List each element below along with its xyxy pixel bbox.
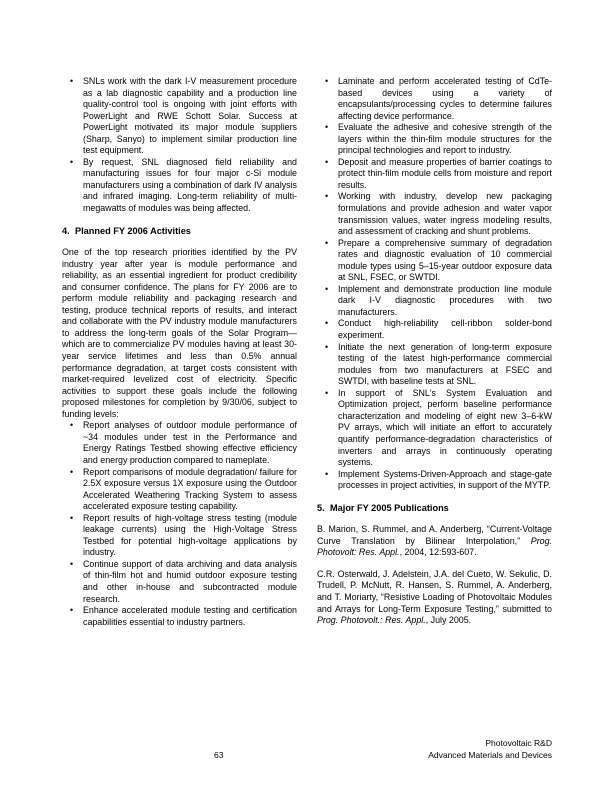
bullet-icon: • (325, 283, 329, 294)
right-column (317, 76, 552, 706)
list-item (62, 157, 297, 215)
left-activity-bullet-list (62, 420, 297, 628)
list-item-text: Evaluate the adhesive and cohesive strength of the layers within the thin-film module structures for the principal technologies and report to industry. (338, 122, 552, 156)
bullet-icon: • (70, 558, 74, 569)
list-item (317, 469, 552, 492)
list-item-text: Laminate and perform accelerated testing of CdTe-based devices using a variety of encapsulants/processing cycles to determine failures affecting device performance. (338, 76, 552, 121)
list-item-text: Implement Systems-Driven-Approach and stage-gate processes in project activities, in support of the MYTP. (338, 468, 552, 491)
list-item (62, 513, 297, 559)
section-number: 4. (62, 225, 70, 236)
bullet-icon: • (325, 387, 329, 398)
reference-journal-name: Prog. Photovolt: Res. Appl. (317, 535, 552, 558)
list-item (317, 191, 552, 237)
footer-program-name: Photovoltaic R&D (485, 738, 552, 748)
list-item (317, 157, 552, 192)
list-item-text: Conduct high-reliability cell-ribbon solder-bond experiment. (338, 318, 552, 341)
bullet-icon: • (325, 156, 329, 167)
reference-text-part1: B. Marion, S. Rummel, and A. Anderberg, “Current-Voltage Curve Translation by Bilinear Interpolation,” (317, 524, 552, 546)
reference-journal-name: Prog. Photovolt.: Res. Appl. (317, 615, 426, 626)
list-item-text: Enhance accelerated module testing and certification capabilities essential to industry partners. (83, 605, 297, 627)
two-column-body (62, 76, 552, 706)
list-item (62, 467, 297, 513)
list-item (62, 76, 297, 157)
section-number: 5. (317, 502, 325, 513)
bullet-icon: • (325, 76, 329, 86)
bullet-icon: • (70, 466, 74, 477)
right-activity-bullet-list (317, 76, 552, 492)
list-item (317, 76, 552, 122)
bullet-icon: • (325, 191, 329, 202)
list-item-text: In support of SNL's System Evaluation and Optimization project, perform baseline performance characterization and modeling of eight new 3–6-kW PV arrays, which will initiate an effort to accurately quantify performance-degradation characteristics of inverters and arrays in continuously operating systems. (338, 387, 552, 468)
bullet-icon: • (70, 512, 74, 523)
list-item-text: Working with industry, develop new packaging formulations and provide adhesion and water vapor transmission values, water ingress modeling results, and assessment of cracking and shunt problems. (338, 191, 552, 237)
list-item-text: Report results of high-voltage stress testing (module leakage currents) using the High-Voltage Stress Testbed for potential high-voltage applications by industry. (83, 512, 297, 558)
list-item (317, 122, 552, 157)
left-column (62, 76, 297, 706)
bullet-icon: • (325, 468, 329, 479)
list-item (62, 420, 297, 466)
left-top-bullet-list (62, 76, 297, 215)
reference-text-part1: C.R. Osterwald, J. Adelstein, J.A. del Cueto, W. Sekulic, D. Trudell, P. McNutt, R. Hansen, S. Rummel, A. Anderberg, and T. Moriarty, “Resistive Loading of Photovoltaic Modules and Arrays for Long-Term Exposure Testing,” submitted to (317, 568, 552, 614)
bullet-icon: • (325, 122, 329, 133)
bullet-icon: • (70, 420, 74, 431)
list-item (317, 342, 552, 388)
section4-paragraph: One of the top research priorities identified by the PV industry year after year is module performance and reliability, as an essential ingredient for product credibility and consumer confidence. The plans for FY 2006 are to perform module reliability and packaging research and testing, produce technical reports of results, and interact and collaborate with the PV industry module manufacturers to address the long-term goals of the Solar Program—which are to commercialize PV modules having at least 30-year service lifetimes and less than 0.5% annual performance degradation, at target costs consistent with market-required levelized cost of electricity. Specific activities to support these goals include the following proposed milestones for completion by 9/30/06, subject to funding levels: (62, 247, 297, 419)
list-item (62, 605, 297, 628)
reference-entry (317, 524, 552, 559)
list-item-text: Continue support of data archiving and data analysis of thin-film hot and humid outdoor exposure testing and other in-house and subcontracted module research. (83, 558, 297, 604)
bullet-icon: • (70, 156, 74, 167)
list-item-text: Initiate the next generation of long-term exposure testing of the latest high-performance commercial modules from two manufacturers at FSEC and SWTDI, with baseline tests at SNL. (338, 341, 552, 387)
footer-subprogram-name: Advanced Materials and Devices (428, 749, 552, 760)
list-item (317, 284, 552, 319)
list-item (317, 388, 552, 469)
list-item-text: By request, SNL diagnosed field reliability and manufacturing issues for four major c-Si module manufacturers using a combination of dark IV analysis and infrared imaging. Long-term reliability of multi-megawatts of modules was being affected. (83, 156, 297, 214)
page-footer (62, 738, 552, 768)
footer-title-block (428, 738, 552, 761)
list-item-text: Report analyses of outdoor module performance of ~34 modules under test in the Performance and Energy Ratings Testbed showing effective efficiency and energy production compared to nameplate. (83, 420, 297, 465)
section-title: Planned FY 2006 Activities (75, 225, 191, 236)
section-heading-5 (317, 503, 552, 515)
bullet-icon: • (325, 237, 329, 248)
reference-entry (317, 569, 552, 627)
bullet-icon: • (325, 341, 329, 352)
bullet-icon: • (325, 318, 329, 329)
reference-text-part2: , 2004, 12:593-607. (399, 547, 477, 558)
bullet-icon: • (70, 605, 74, 616)
list-item-text: Deposit and measure properties of barrier coatings to protect thin-film module cells from moisture and report results. (338, 156, 552, 190)
list-item (62, 559, 297, 605)
section-heading-4 (62, 226, 297, 238)
list-item-text: Implement and demonstrate production line module dark I-V diagnostic procedures with two manufacturers. (338, 283, 552, 317)
list-item-text: SNLs work with the dark I-V measurement procedure as a lab diagnostic capability and a production line quality-control tool is ongoing with joint efforts with PowerLight and RWE Schott Solar. Success at PowerLight motivated its major module suppliers (Sharp, Sanyo) to implement similar production line test equipment. (83, 76, 297, 156)
list-item (317, 318, 552, 341)
reference-text-part2: , July 2005. (425, 615, 472, 626)
list-item-text: Prepare a comprehensive summary of degradation rates and diagnostic evaluation of 10 commercial module types using 5–15-year outdoor exposure data at SNL, FSEC, or SWTDI. (338, 237, 552, 283)
section-title: Major FY 2005 Publications (330, 502, 449, 513)
list-item (317, 238, 552, 284)
bullet-icon: • (70, 76, 74, 86)
page-number: 63 (214, 750, 224, 760)
list-item-text: Report comparisons of module degradation/ failure for 2.5X exposure versus 1X exposure using the Outdoor Accelerated Weathering Tracking System to assess accelerated exposure testing capability. (83, 466, 297, 512)
